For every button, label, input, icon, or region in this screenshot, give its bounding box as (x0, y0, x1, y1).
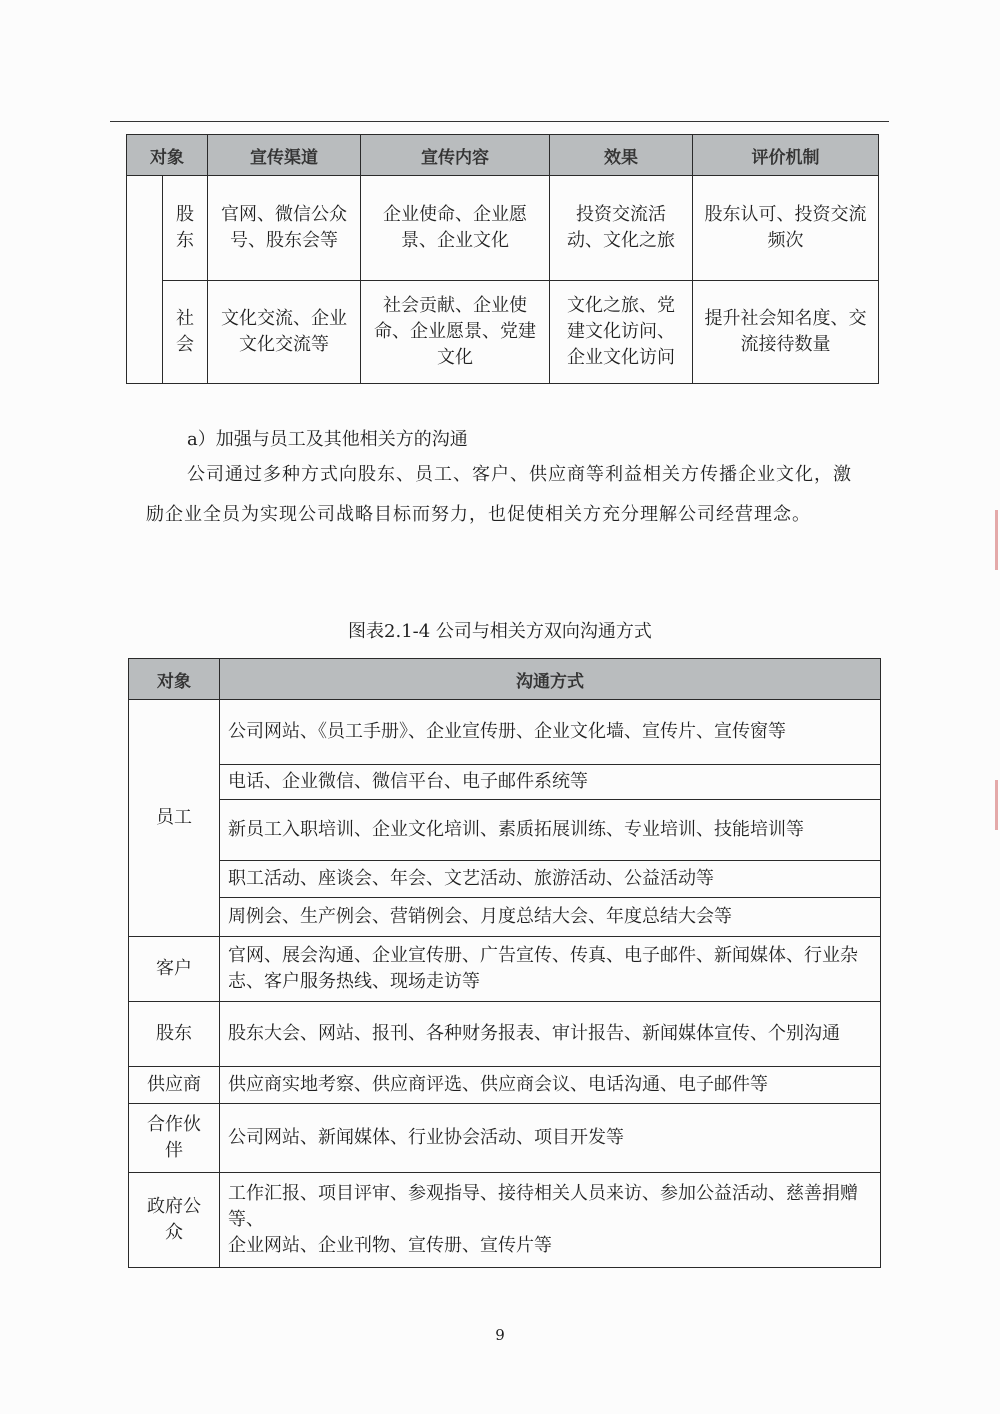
body-paragraph: 公司通过多种方式向股东、员工、客户、供应商等利益相关方传播企业文化，激励企业全员为实现公司战略目标而努力，也促使相关方充分理解公司经营理念。 (146, 464, 852, 525)
table-row (129, 765, 881, 800)
method-cell (220, 1173, 881, 1268)
effect-cell: 投资交流活动、文化之旅 (550, 176, 693, 281)
method-cell: 官网、展会沟通、企业宣传册、广告宣传、传真、电子邮件、新闻媒体、行业杂志、客户服务热线、现场走访等 (220, 937, 881, 1002)
table-row (129, 1067, 881, 1104)
method-cell: 公司网站、《员工手册》、企业宣传册、企业文化墙、宣传片、宣传窗等 (220, 700, 881, 765)
method-cell: 股东大会、网站、报刊、各种财务报表、审计报告、新闻媒体宣传、个别沟通 (220, 1002, 881, 1067)
method-cell: 周例会、生产例会、营销例会、月度总结大会、年度总结大会等 (220, 898, 881, 937)
channel-cell: 官网、微信公众号、股东会等 (208, 176, 361, 281)
header-cell: 对象 (129, 659, 220, 700)
evaluation-cell: 股东认可、投资交流频次 (693, 176, 879, 281)
method-cell: 供应商实地考察、供应商评选、供应商会议、电话沟通、电子邮件等 (220, 1067, 881, 1104)
table-header-row (127, 135, 879, 176)
object-cell: 政府公众 (129, 1173, 220, 1268)
header-cell: 对象 (127, 135, 208, 176)
object-cell: 股东 (163, 176, 208, 281)
object-cell: 员工 (129, 700, 220, 937)
object-cell: 客户 (129, 937, 220, 1002)
method-line: 企业网站、企业刊物、宣传册、宣传片等 (228, 1235, 552, 1256)
effect-cell: 文化之旅、党建文化访问、企业文化访问 (550, 281, 693, 384)
table-row (129, 1173, 881, 1268)
header-cell: 沟通方式 (220, 659, 881, 700)
table-row (129, 1104, 881, 1173)
content-cell: 企业使命、企业愿景、企业文化 (361, 176, 550, 281)
object-cell: 股东 (129, 1002, 220, 1067)
header-cell: 宣传内容 (361, 135, 550, 176)
communication-table (128, 658, 881, 1268)
spacer-cell (127, 176, 163, 384)
object-cell: 供应商 (129, 1067, 220, 1104)
method-line: 工作汇报、项目评审、参观指导、接待相关人员来访、参加公益活动、慈善捐赠等、 (228, 1183, 858, 1230)
section-heading: a）加强与员工及其他相关方的沟通 (187, 429, 468, 450)
header-cell: 宣传渠道 (208, 135, 361, 176)
table-row (127, 281, 879, 384)
table-row (129, 700, 881, 765)
header-cell: 效果 (550, 135, 693, 176)
table-row (129, 1002, 881, 1067)
scan-edge-mark (995, 510, 998, 570)
table-row (129, 898, 881, 937)
header-rule (110, 121, 889, 122)
table-row (129, 937, 881, 1002)
table-row (129, 861, 881, 898)
table-row (127, 176, 879, 281)
table-row (129, 800, 881, 861)
method-cell: 职工活动、座谈会、年会、文艺活动、旅游活动、公益活动等 (220, 861, 881, 898)
object-cell: 合作伙伴 (129, 1104, 220, 1173)
method-cell: 新员工入职培训、企业文化培训、素质拓展训练、专业培训、技能培训等 (220, 800, 881, 861)
table-caption: 图表2.1-4 公司与相关方双向沟通方式 (348, 621, 652, 642)
evaluation-cell: 提升社会知名度、交流接待数量 (693, 281, 879, 384)
publicity-table (126, 134, 879, 384)
table-header-row (129, 659, 881, 700)
channel-cell: 文化交流、企业文化交流等 (208, 281, 361, 384)
content-cell: 社会贡献、企业使命、企业愿景、党建文化 (361, 281, 550, 384)
object-cell: 社会 (163, 281, 208, 384)
method-cell: 公司网站、新闻媒体、行业协会活动、项目开发等 (220, 1104, 881, 1173)
scan-edge-mark (995, 780, 998, 830)
header-cell: 评价机制 (693, 135, 879, 176)
method-cell: 电话、企业微信、微信平台、电子邮件系统等 (220, 765, 881, 800)
page-number: 9 (495, 1326, 505, 1344)
